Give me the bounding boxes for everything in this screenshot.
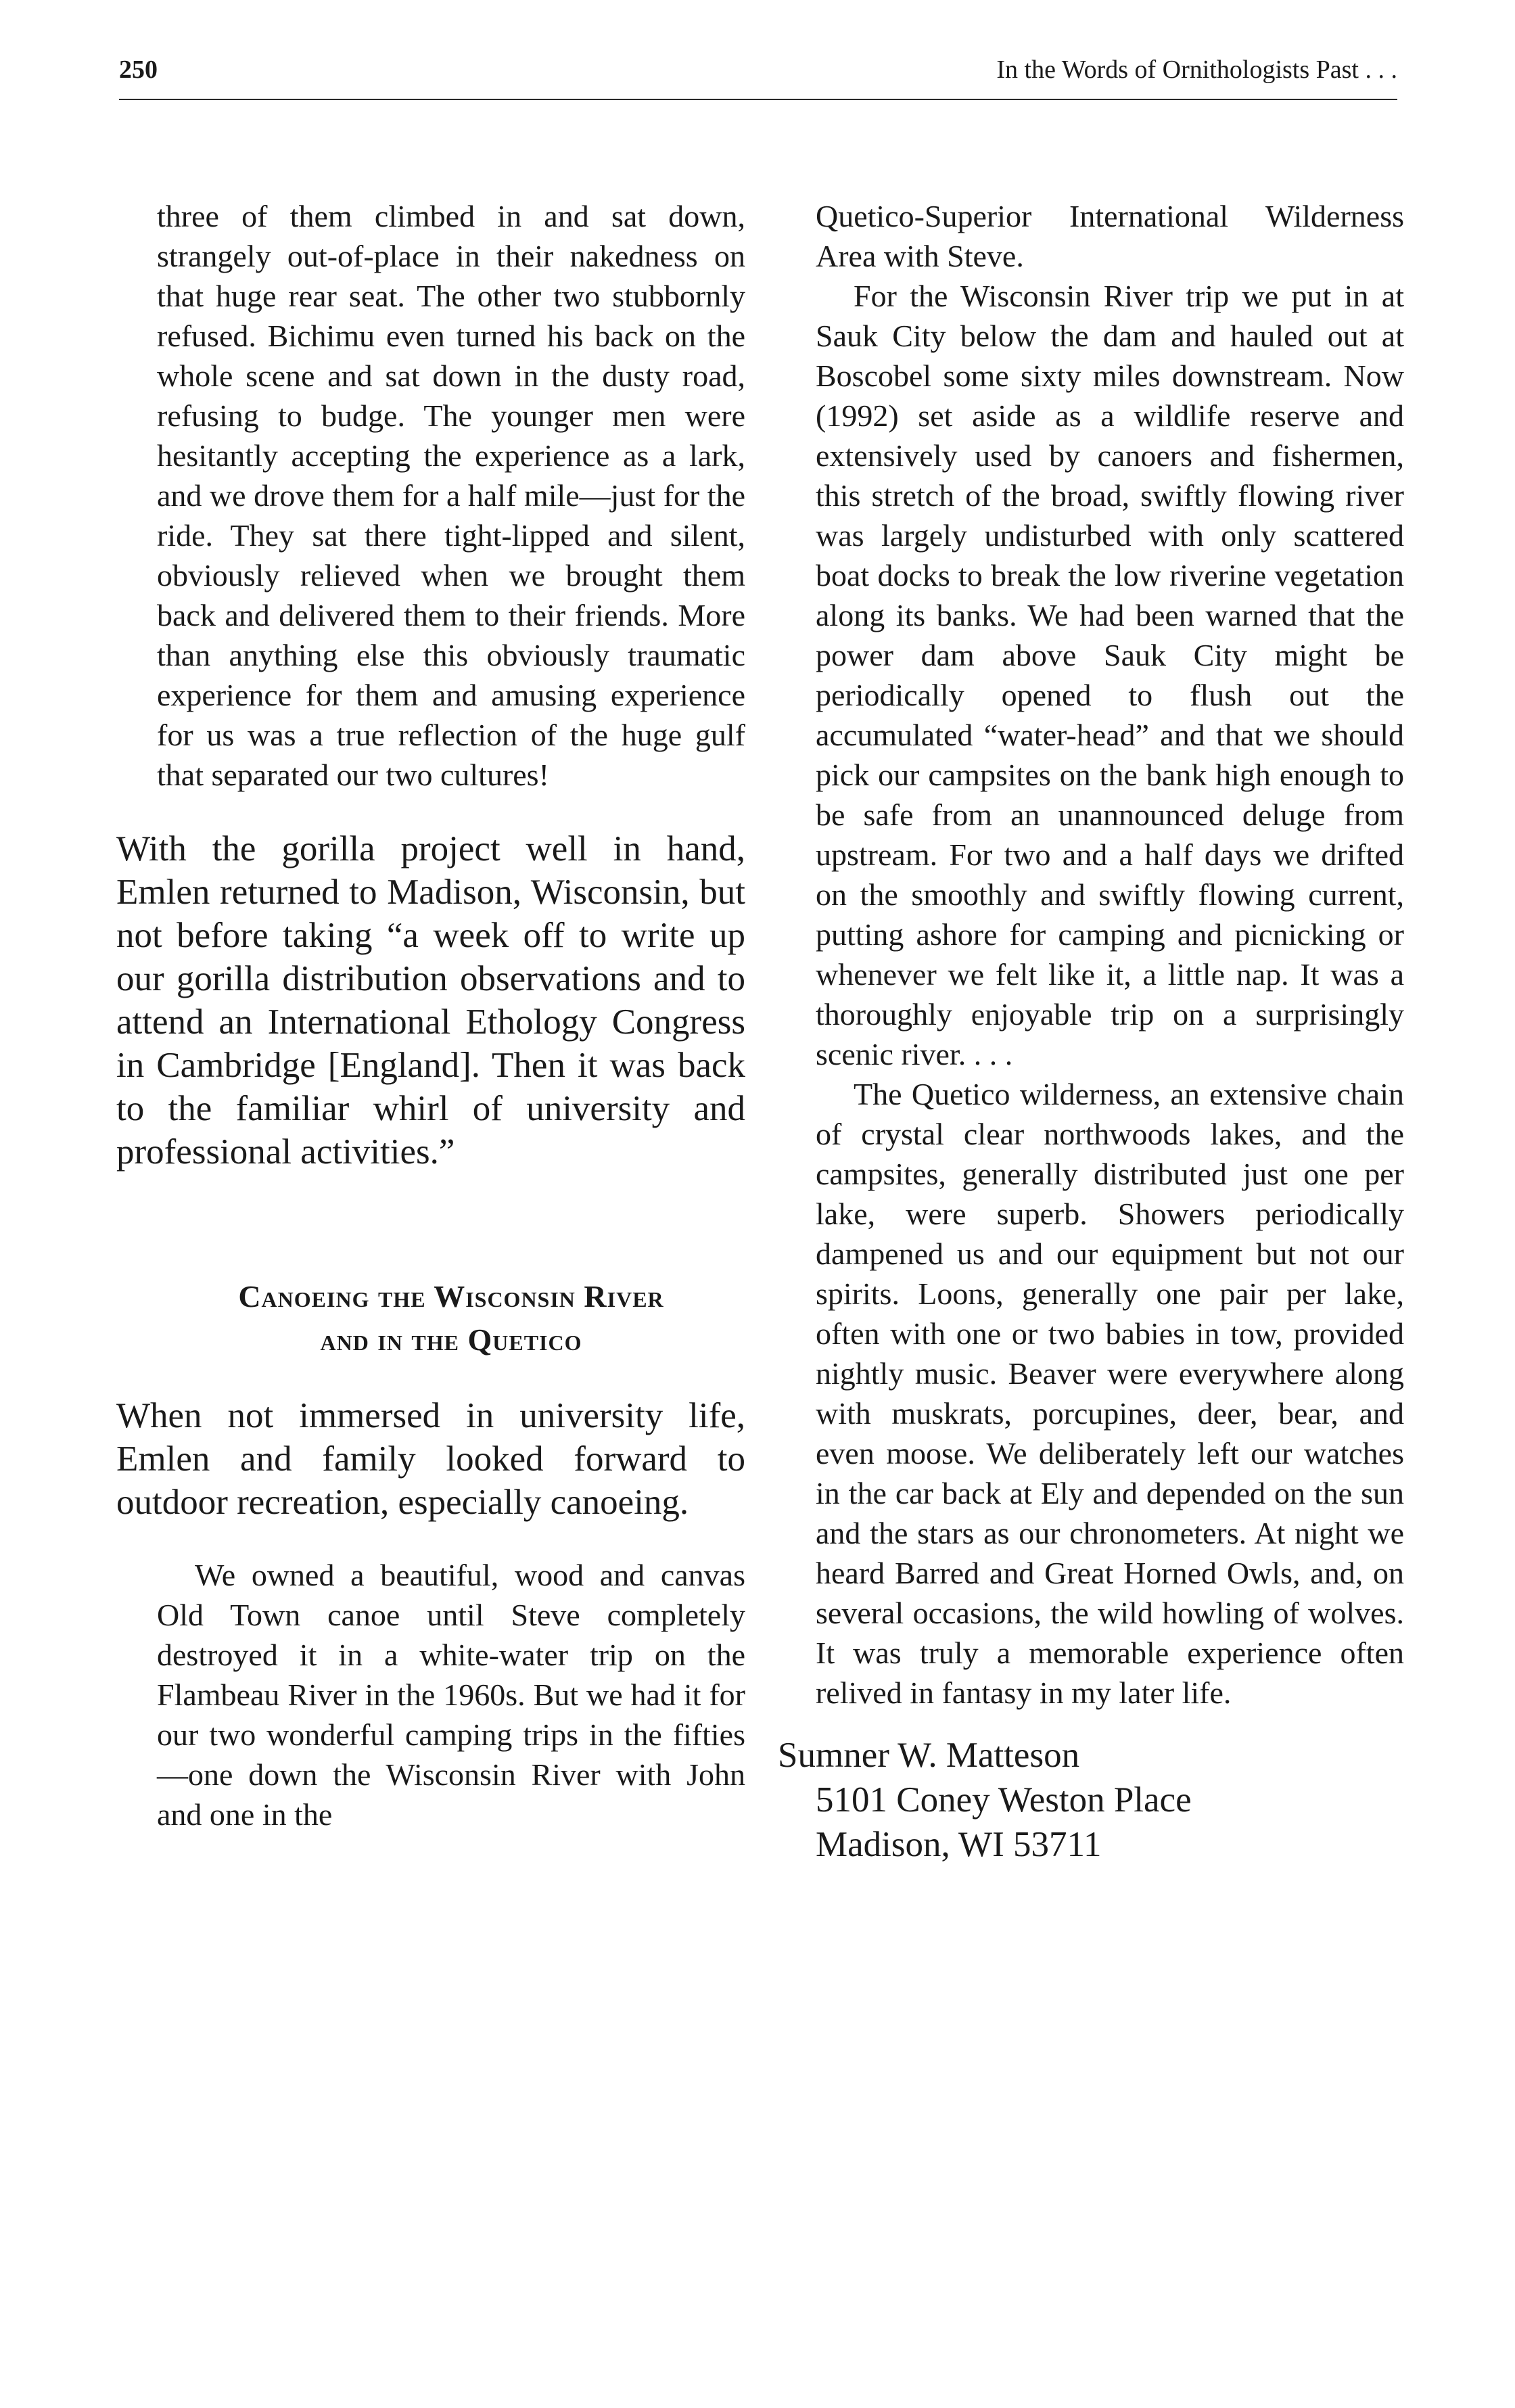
header-rule — [119, 99, 1397, 100]
quote-paragraph: three of them climbed in and sat down, strangely out-of-place in their nakedness on that huge rear seat. The other two stubbornly refused. Bichimu even turned his back on the whole scene and sat down in the dusty road, refusing to budge. The younger men were hesitantly accepting the experience as a lark, and we drove them for a half mile—just for the ride. They sat there tight-lipped and silent, obviously relieved when we brought them back and delivered them to their friends. More than anything else this obviously traumatic experience for them and amusing experience for us was a true reflection of the huge gulf that separated our two cultures! — [157, 199, 745, 792]
right-column — [778, 196, 1404, 1867]
block-quote — [116, 1555, 745, 1834]
signature-city: Madison, WI 53711 — [816, 1825, 1102, 1864]
section-heading-line: and in the Quetico — [320, 1322, 582, 1357]
quote-paragraph: Quetico-Superior International Wilderness Area with Steve. — [816, 199, 1404, 273]
quote-paragraph: For the Wisconsin River trip we put in at Sauk City below the dam and hauled out at Boscobel some sixty miles downstream. Now (1992) set aside as a wildlife reserve and extensively used by canoers and fishermen, this stretch of the broad, swiftly flowing river was largely undisturbed with only scattered boat docks to break the low riverine vegetation along its banks. We had been warned that the power dam above Sauk City might be periodically opened to flush out the accumulated “water-head” and that we should pick our campsites on the bank high enough to be safe from an unannounced deluge from upstream. For two and a half days we drifted on the smoothly and swiftly flowing current, putting ashore for camping and picnicking or whenever we felt like it, a little nap. It was a thoroughly enjoyable trip on a surprisingly scenic river. . . . — [816, 279, 1404, 1071]
signature-street: 5101 Coney Weston Place — [816, 1780, 1192, 1820]
quote-paragraph: The Quetico wilderness, an extensive chain of crystal clear northwoods lakes, and the campsites, generally distributed just one per lake, were superb. Showers periodically dampened us and our equipment but not our spirits. Loons, generally one pair per lake, often with one or two babies in tow, provided nightly music. Beaver were everywhere along with muskrats, porcupines, deer, bear, and even moose. We deliberately left our watches in the car back at Ely and depended on the sun and the stars as our chronometers. At night we heard Barred and Great Horned Owls, and, on several occasions, the wild howling of wolves. It was truly a memorable experience often relived in fantasy in my later life. — [816, 1077, 1404, 1710]
page-number: 250 — [119, 55, 158, 84]
block-quote-continuation — [778, 196, 1404, 1713]
quote-paragraph: We owned a beautiful, wood and canvas Old Town canoe until Steve completely destroyed it in a white-water trip on the Flambeau River in the 1960s. But we had it for our two wonderful camping trips in the fifties—one down the Wisconsin River with John and one in the — [157, 1558, 745, 1832]
narrative-paragraph: When not immersed in university life, Emlen and family looked forward to outdoor recreation, especially canoeing. — [116, 1396, 745, 1522]
signature-block — [778, 1733, 1404, 1867]
left-column — [116, 196, 745, 1834]
narrative-paragraph: With the gorilla project well in hand, Emlen returned to Madison, Wisconsin, but not before taking “a week off to write up our gorilla distribution observations and to attend an International Ethology Congress in Cambridge [England]. Then it was back to the familiar whirl of university and professional activities.” — [116, 829, 745, 1172]
block-quote-continuation — [116, 196, 745, 795]
section-heading — [116, 1275, 745, 1362]
section-heading-line: Canoeing the Wisconsin River — [238, 1279, 664, 1314]
signature-name: Sumner W. Matteson — [778, 1736, 1080, 1775]
running-head: In the Words of Ornithologists Past . . . — [996, 55, 1397, 84]
